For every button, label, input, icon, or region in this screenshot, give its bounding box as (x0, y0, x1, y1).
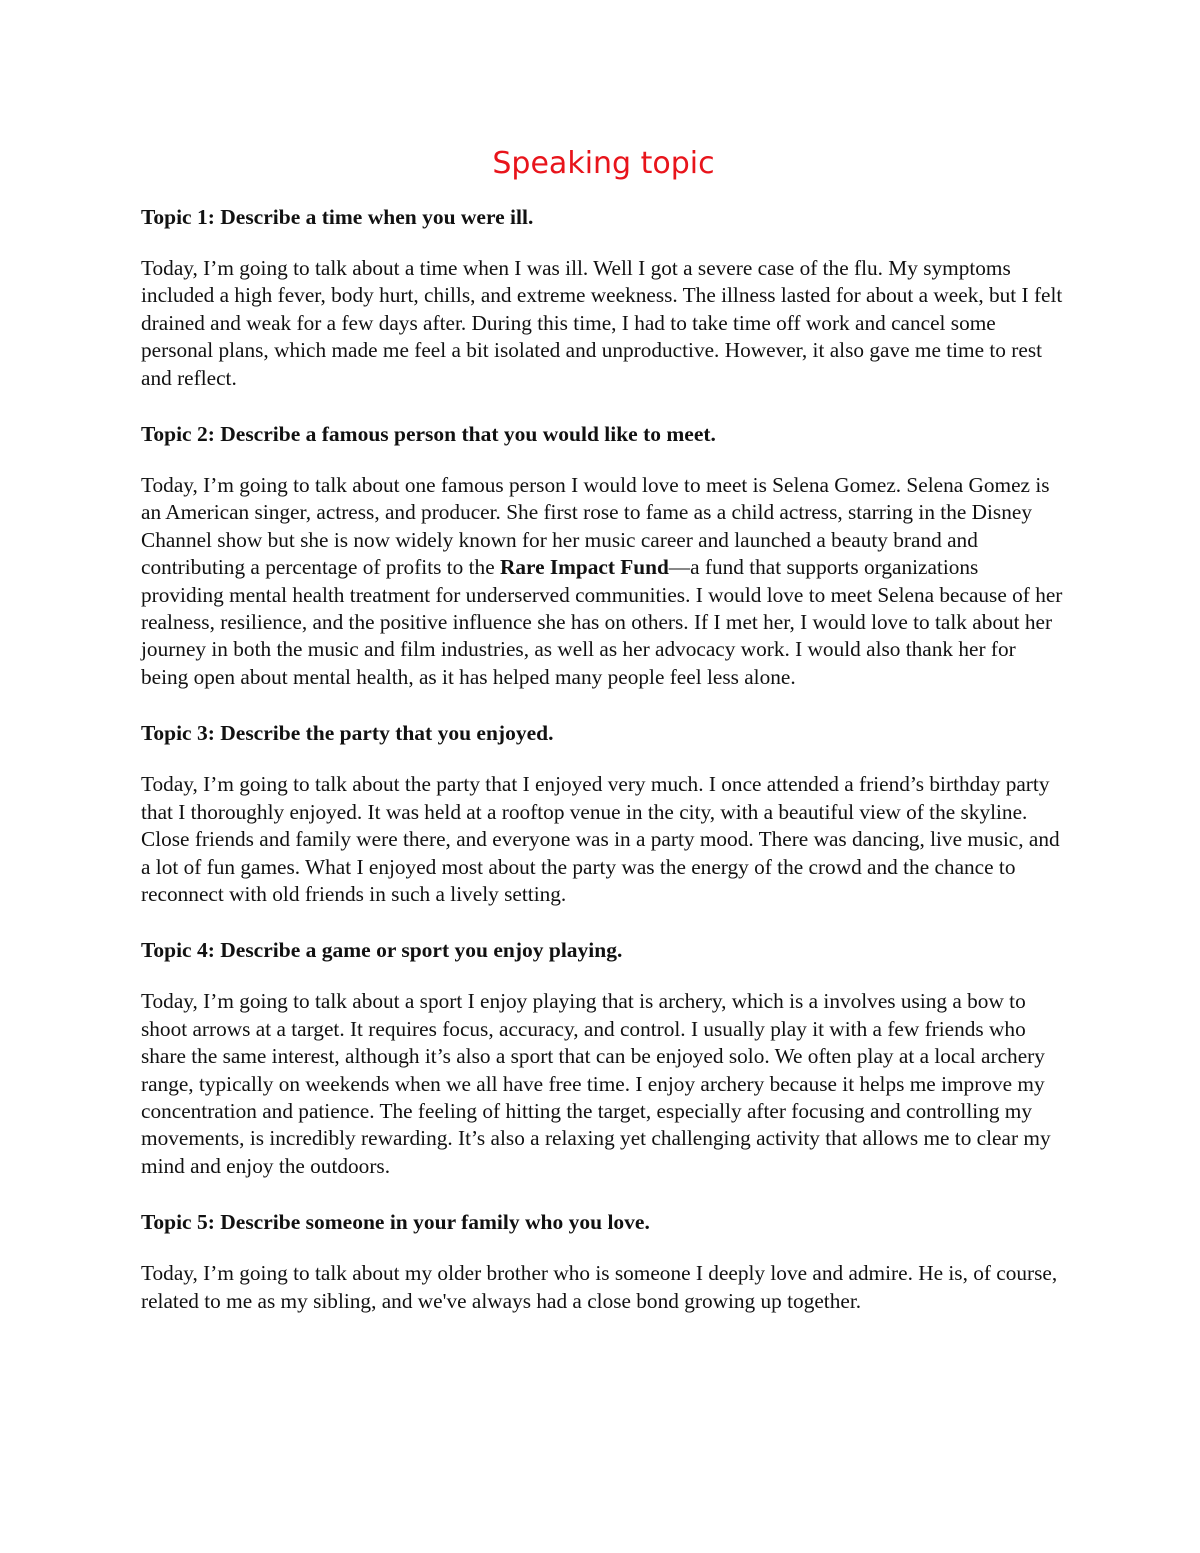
page-title: Speaking topic (492, 146, 715, 181)
topic-2-heading: Topic 2: Describe a famous person that you would like to meet. (141, 422, 716, 447)
document-page (141, 138, 1066, 1344)
topic-3-body: Today, I’m going to talk about the party that I enjoyed very much. I once attended a friend’s birthday party that I thoroughly enjoyed. It was held at a rooftop venue in the city, with a beautiful view of the skyline. Close friends and family were there, and everyone was in a party mood. There was dancing, live music, and a lot of fun games. What I enjoyed most about the party was the energy of the crowd and the chance to reconnect with old friends in such a lively setting. (141, 772, 1060, 906)
topic-3 (141, 720, 1066, 908)
topic-2-body (141, 472, 1066, 691)
topic-4-heading: Topic 4: Describe a game or sport you enjoy playing. (141, 938, 623, 963)
topic-1-heading: Topic 1: Describe a time when you were ill. (141, 205, 534, 229)
topic-1 (141, 204, 1066, 392)
topic-2 (141, 421, 1066, 691)
topic-3-heading: Topic 3: Describe the party that you enjoyed. (141, 721, 554, 746)
topic-1-body: Today, I’m going to talk about a time when I was ill. Well I got a severe case of the flu. My symptoms included a high fever, body hurt, chills, and extreme weekness. The illness lasted for about a week, but I felt drained and weak for a few days after. During this time, I had to take time off work and cancel some personal plans, which made me feel a bit isolated and unproductive. However, it also gave me time to rest and reflect. (141, 256, 1063, 390)
topic-4-body: Today, I’m going to talk about a sport I enjoy playing that is archery, which is a involves using a bow to shoot arrows at a target. It requires focus, accuracy, and control. I usually play it with a few friends who share the same interest, although it’s also a sport that can be enjoyed solo. We often play at a local archery range, typically on weekends when we all have free time. I enjoy archery because it helps me improve my concentration and patience. The feeling of hitting the target, especially after focusing and controlling my movements, is incredibly rewarding. It’s also a relaxing yet challenging activity that allows me to clear my mind and enjoy the outdoors. (141, 989, 1051, 1178)
topic-5-heading: Topic 5: Describe someone in your family who you love. (141, 1210, 650, 1235)
topic-5 (141, 1209, 1066, 1315)
rare-impact-fund-emphasis: Rare Impact Fund (499, 555, 669, 580)
topic-2-body-text-before: Today, I’m going to talk about one famous person I would love to meet is Selena Gomez. Selena Gomez is an American singer, actress, and producer. She first rose to fame as a child actress, starring in the Disney Channel show but she is now widely known for her music career and launched a beauty brand and contributing a percentage of profits to the (141, 473, 1050, 580)
topic-5-body: Today, I’m going to talk about my older brother who is someone I deeply love and admire. He is, of course, related to me as my sibling, and we've always had a close bond growing up together. (141, 1261, 1058, 1313)
topic-4 (141, 937, 1066, 1180)
topic-2-body-text-after: —a fund that supports organizations providing mental health treatment for underserved communities. I would love to meet Selena because of her realness, resilience, and the positive influence she has on others. If I met her, I would love to talk about her journey in both the music and film industries, as well as her advocacy work. I would also thank her for being open about mental health, as it has helped many people feel less alone. (141, 555, 1063, 689)
